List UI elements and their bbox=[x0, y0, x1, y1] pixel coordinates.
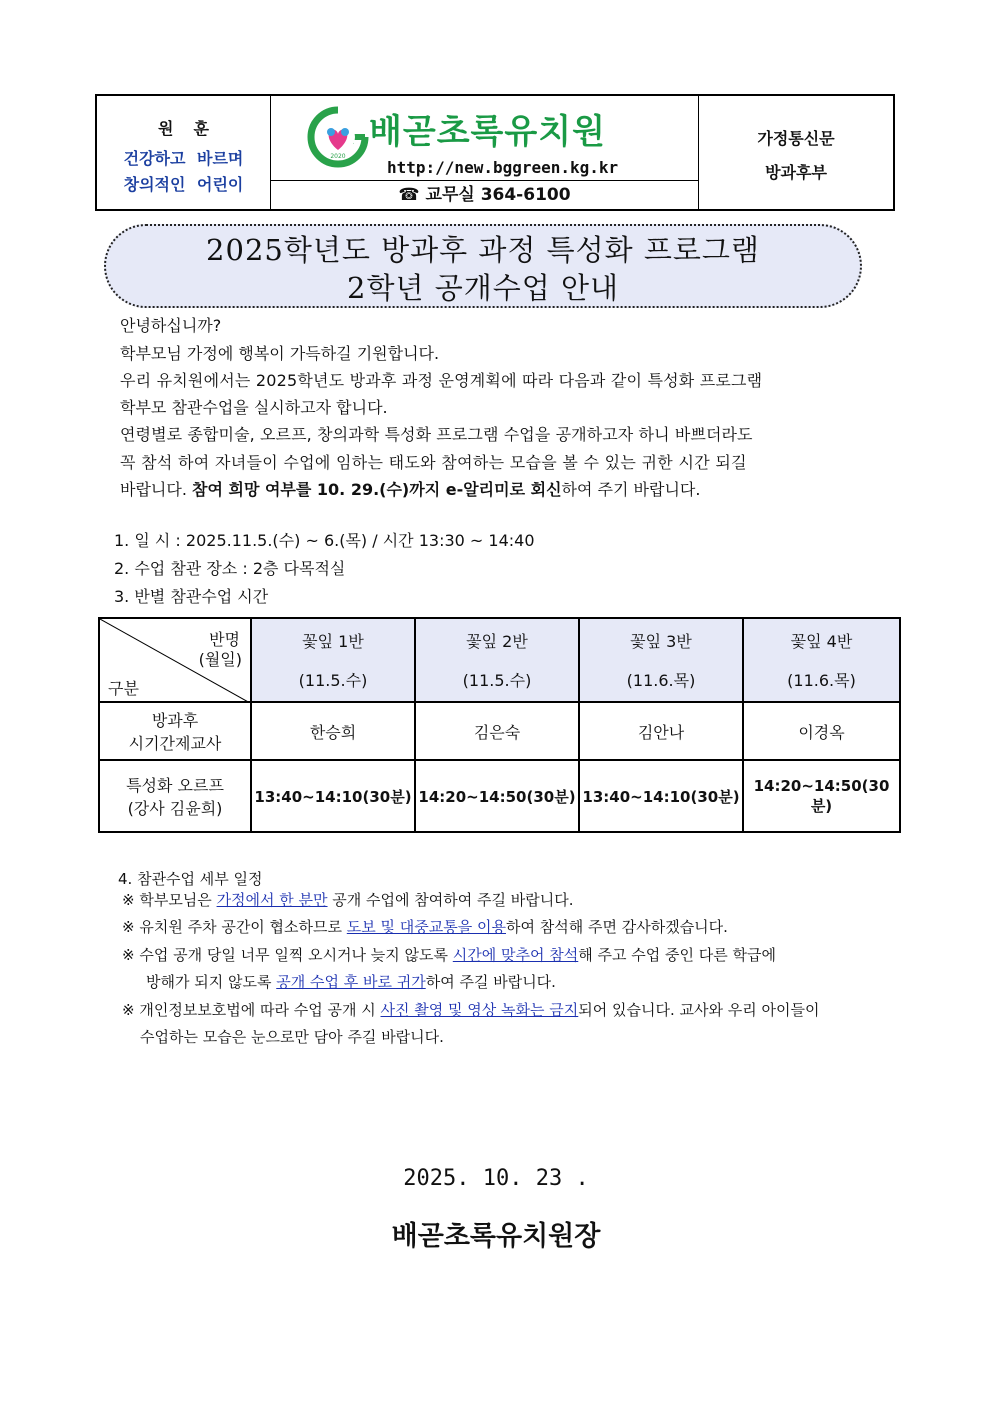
intro-line-7-pre: 바랍니다. bbox=[120, 480, 192, 499]
title-line-1: 2025학년도 방과후 과정 특성화 프로그램 bbox=[206, 233, 760, 267]
department: 방과후부 bbox=[765, 163, 827, 182]
table-row-teacher bbox=[99, 702, 900, 760]
detail-item-4 bbox=[122, 999, 819, 1020]
row-label-line-2: (강사 김윤희) bbox=[127, 799, 223, 818]
row-label-orff bbox=[99, 760, 251, 832]
motto-line-1: 건강하고 바르며 bbox=[123, 149, 244, 168]
detail-text: 방해가 되지 않도록 bbox=[146, 973, 277, 991]
class-header-2 bbox=[415, 618, 579, 702]
detail-item-4-cont: 수업하는 모습은 눈으로만 담아 주길 바랍니다. bbox=[140, 1028, 444, 1046]
teacher-cell: 이경옥 bbox=[743, 702, 900, 760]
intro-greeting: 안녕하십니까? bbox=[120, 316, 222, 335]
schedule-table bbox=[98, 617, 901, 833]
reply-deadline: 참여 희망 여부를 10. 29.(수)까지 e-알리미로 회신 bbox=[192, 480, 562, 499]
time-cell: 14:20~14:50(30분) bbox=[743, 760, 900, 832]
school-logo-icon bbox=[307, 106, 369, 168]
time-cell: 14:20~14:50(30분) bbox=[415, 760, 579, 832]
detail-emphasis: 공개 수업 후 바로 귀가 bbox=[276, 973, 426, 991]
motto-line-2: 창의적인 어린이 bbox=[123, 175, 244, 194]
detail-text: 공개 수업에 참여하여 주길 바랍니다. bbox=[327, 891, 574, 909]
detail-item-1 bbox=[122, 889, 574, 910]
teacher-cell: 김은숙 bbox=[415, 702, 579, 760]
detail-text: 해 주고 수업 중인 다른 학급에 bbox=[578, 946, 776, 964]
detail-text: ※ 개인정보보호법에 따라 수업 공개 시 bbox=[122, 1001, 381, 1019]
class-header-4 bbox=[743, 618, 900, 702]
row-label-line-1: 특성화 오르프 bbox=[126, 776, 224, 795]
intro-line-5: 연령별로 종합미술, 오르프, 창의과학 특성화 프로그램 수업을 공개하고자 하니 바쁘더라도 bbox=[120, 425, 753, 444]
class-name: 꽃잎 2반 bbox=[466, 632, 528, 651]
class-date: (11.6.목) bbox=[626, 671, 696, 690]
logo-year: 2020 bbox=[330, 153, 346, 160]
letterhead bbox=[95, 94, 895, 211]
detail-text: ※ 수업 공개 당일 너무 일찍 오시거나 늦지 않도록 bbox=[122, 946, 453, 964]
detail-text: 하여 참석해 주면 감사하겠습니다. bbox=[506, 918, 728, 936]
item-schedule: 1. 일 시 : 2025.11.5.(수) ~ 6.(목) / 시간 13:30 ~ 14:40 bbox=[114, 531, 535, 550]
time-cell: 13:40~14:10(30분) bbox=[579, 760, 743, 832]
corner-class-label: 반명 bbox=[209, 630, 240, 649]
motto-title: 원훈 bbox=[158, 119, 229, 138]
class-date: (11.5.수) bbox=[462, 671, 532, 690]
details-heading: 4. 참관수업 세부 일정 bbox=[118, 870, 263, 888]
class-date: (11.6.목) bbox=[787, 671, 856, 690]
school-url[interactable]: http://new.bggreen.kg.kr bbox=[387, 158, 619, 177]
table-row-orff bbox=[99, 760, 900, 832]
item-class-times: 3. 반별 참관수업 시간 bbox=[114, 587, 269, 606]
detail-item-3 bbox=[122, 944, 776, 965]
table-header-row bbox=[99, 618, 900, 702]
school-info-cell bbox=[271, 96, 699, 209]
row-label-line-2: 시기간제교사 bbox=[128, 734, 222, 753]
intro-paragraph bbox=[120, 312, 896, 512]
class-header-1 bbox=[251, 618, 415, 702]
detail-text: 되어 있습니다. 교사와 우리 아이들이 bbox=[578, 1001, 820, 1019]
document-type-cell bbox=[699, 96, 893, 209]
signer-name: 배곧초록유치원장 bbox=[391, 1221, 601, 1252]
intro-line-3: 우리 유치원에서는 2025학년도 방과후 과정 운영계획에 따라 다음과 같이 특성화 프로그램 bbox=[120, 371, 763, 390]
class-header-3 bbox=[579, 618, 743, 702]
class-name: 꽃잎 4반 bbox=[790, 632, 853, 651]
document-type: 가정통신문 bbox=[757, 129, 835, 148]
intro-line-6: 꼭 참석 하여 자녀들이 수업에 임하는 태도와 참여하는 모습을 볼 수 있는 귀한 시간 되길 bbox=[120, 453, 747, 472]
title-banner bbox=[104, 224, 862, 308]
intro-line-4: 학부모 참관수업을 실시하고자 합니다. bbox=[120, 398, 388, 417]
corner-date-label: (월일) bbox=[198, 650, 242, 669]
detail-item-3-cont bbox=[146, 971, 556, 992]
teacher-cell: 김안나 bbox=[579, 702, 743, 760]
school-name: 배곧초록유치원 bbox=[369, 112, 606, 152]
teacher-cell: 한승희 bbox=[251, 702, 415, 760]
table-corner-cell bbox=[99, 618, 251, 702]
time-cell: 13:40~14:10(30분) bbox=[251, 760, 415, 832]
office-phone: ☎ 교무실 364-6100 bbox=[271, 180, 698, 210]
detail-emphasis: 가정에서 한 분만 bbox=[216, 891, 328, 909]
class-date: (11.5.수) bbox=[298, 671, 368, 690]
class-name: 꽃잎 3반 bbox=[630, 632, 692, 651]
detail-text: 하여 주길 바랍니다. bbox=[425, 973, 556, 991]
intro-line-7 bbox=[120, 476, 896, 504]
school-motto-cell bbox=[97, 96, 271, 209]
detail-emphasis: 시간에 맞추어 참석 bbox=[452, 946, 579, 964]
corner-category-label: 구분 bbox=[108, 679, 139, 698]
detail-item-2 bbox=[122, 916, 728, 937]
intro-line-2: 학부모님 가정에 행복이 가득하길 기원합니다. bbox=[120, 344, 440, 363]
row-label-line-1: 방과후 bbox=[151, 711, 199, 730]
detail-text: ※ 유치원 주차 공간이 협소하므로 bbox=[122, 918, 347, 936]
intro-line-7-post: 하여 주기 바랍니다. bbox=[561, 480, 701, 499]
detail-emphasis: 사진 촬영 및 영상 녹화는 금지 bbox=[380, 1001, 579, 1019]
item-location: 2. 수업 참관 장소 : 2층 다목적실 bbox=[114, 559, 346, 578]
class-name: 꽃잎 1반 bbox=[302, 632, 364, 651]
title-line-2: 2학년 공개수업 안내 bbox=[347, 271, 619, 305]
detail-text: ※ 학부모님은 bbox=[122, 891, 217, 909]
row-label-teacher bbox=[99, 702, 251, 760]
detail-emphasis: 도보 및 대중교통을 이용 bbox=[346, 918, 506, 936]
issue-date: 2025. 10. 23 . bbox=[403, 1166, 589, 1191]
